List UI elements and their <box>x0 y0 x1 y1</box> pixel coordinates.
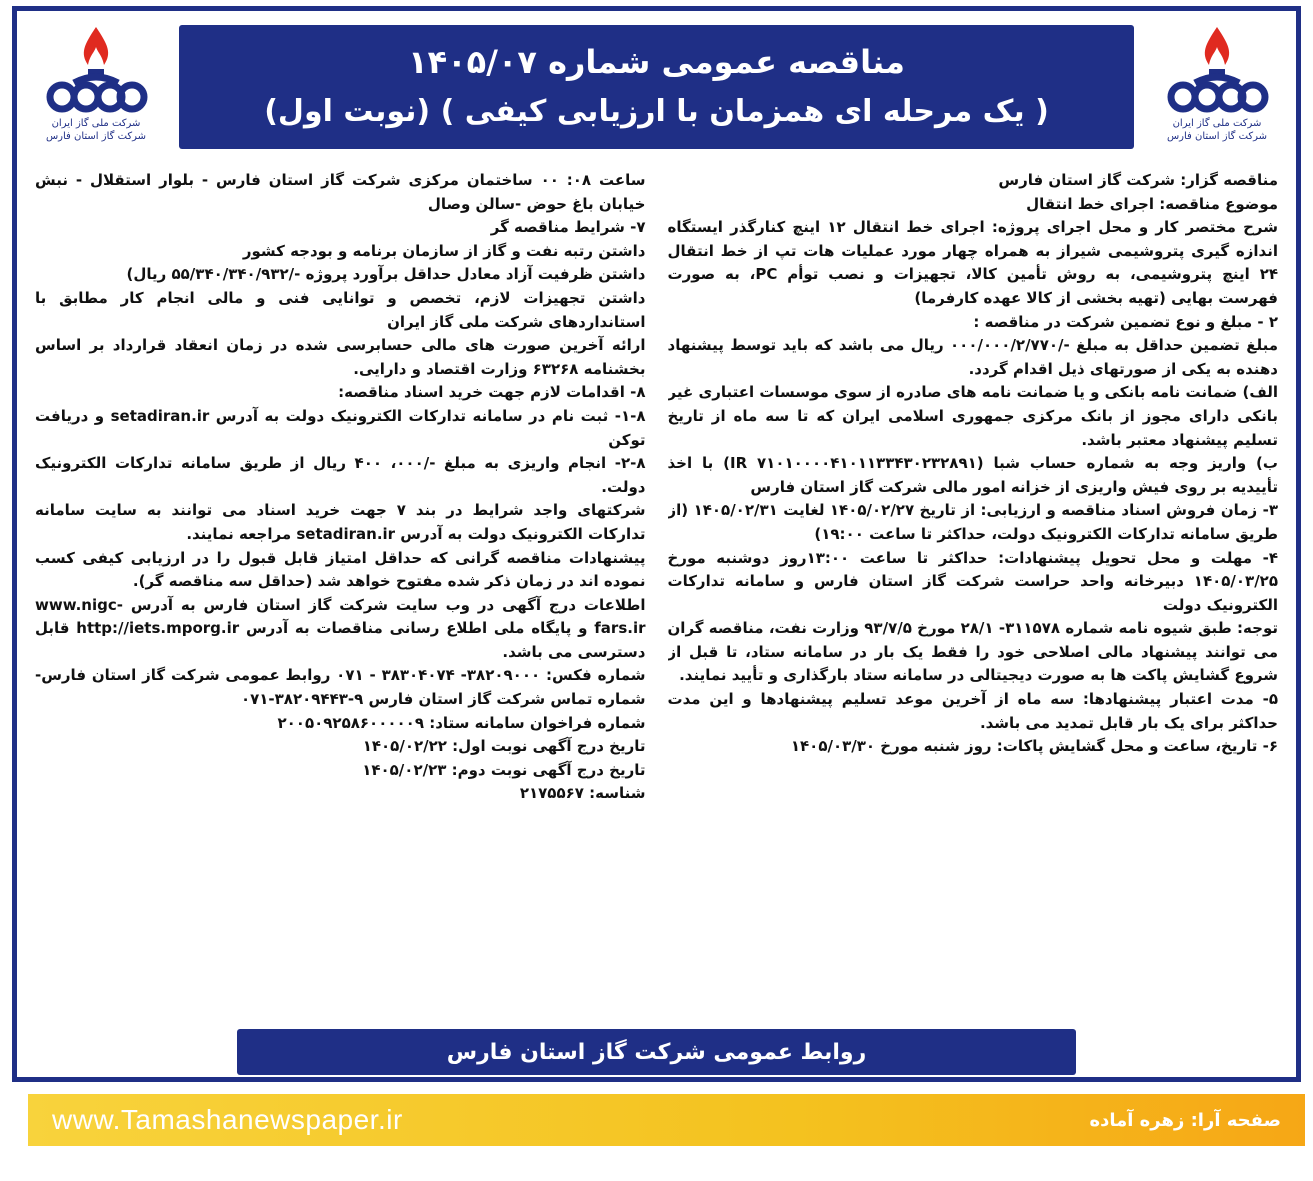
paragraph: تاریخ درج آگهی نوبت اول: ۱۴۰۵/۰۲/۲۲ <box>362 737 646 756</box>
gas-flame-icon <box>44 23 148 117</box>
logo-caption: شرکت ملی گاز ایران <box>51 118 141 129</box>
paragraph: شرح مختصر کار و محل اجرای پروژه: اجرای خط انتقال ۱۲ اینچ کنارگذر ایستگاه اندازه گیری پتروشیمی شیراز به همراه چهار مورد عملیات هات تپ از خط انتقال ۲۴ اینچ پتروشیمی، به روش تأمین کالا، تجهیزات و نصب توأم PC، به صورت فهرست بهایی (تهیه بخشی از کالا عهده کارفرما) <box>667 218 1278 307</box>
paragraph: ۱-۸- ثبت نام در سامانه تدارکات الکترونیک دولت به آدرس setadiran.ir و دریافت توکن <box>35 406 646 449</box>
paragraph: موضوع مناقصه: اجرای خط انتقال <box>1026 194 1278 213</box>
paragraph: ۷- شرایط مناقصه گر <box>490 218 646 237</box>
paragraph: مناقصه گزار: شرکت گاز استان فارس <box>998 171 1278 189</box>
right-column <box>668 169 1279 1019</box>
logo-caption: شرکت گاز استان فارس <box>1166 131 1268 142</box>
paragraph: ارائه آخرین صورت های مالی حسابرسی شده در زمان انعقاد قرارداد بر اساس بخشنامه ۶۳۲۶۸ وزارت اقتصاد و دارایی. <box>35 336 646 378</box>
ad-header <box>17 11 1296 163</box>
paragraph: ۲-۸- انجام واریزی به مبلغ -/۰۰۰، ۴۰۰ ریال از طریق سامانه تدارکات الکترونیک دولت. <box>35 454 646 496</box>
page-designer-credit: صفحه آرا: زهره آماده <box>1089 1109 1281 1131</box>
logo-caption: شرکت گاز استان فارس <box>45 131 147 142</box>
paragraph: اطلاعات درج آگهی در وب سایت شرکت گاز استان فارس به آدرس www.nigc-fars.ir و پایگاه ملی اطلاع رسانی مناقصات به آدرس http://iets.mporg.ir قابل دسترسی می باشد. <box>35 595 646 661</box>
left-column <box>35 169 646 1019</box>
nigc-logo-left <box>31 23 161 153</box>
paragraph: ۵- مدت اعتبار پیشنهادها: سه ماه از آخرین موعد تسلیم پیشنهادها و این مدت حداکثر برای یک بار قابل تمدید می باشد. <box>667 690 1278 732</box>
paragraph: ۳- زمان فروش اسناد مناقصه و ارزیابی: از تاریخ ۱۴۰۵/۰۲/۲۷ لغایت ۱۴۰۵/۰۲/۳۱ (از طریق سامانه تدارکات الکترونیک دولت، حداکثر تا ساعت ۱۹:۰۰) <box>667 501 1278 543</box>
paragraph: پیشنهادات مناقصه گرانی که حداقل امتیاز قابل قبول را در ارزیابی کیفی کسب نموده اند در زمان ذکر شده مفتوح خواهد شد (حداقل سه مناقصه گر). <box>35 548 646 591</box>
paragraph: داشتن ظرفیت آزاد معادل حداقل برآورد پروژه -/۵۵/۳۴۰/۳۴۰/۹۳۲ ریال) <box>126 265 646 284</box>
logo-caption: شرکت ملی گاز ایران <box>1172 118 1262 129</box>
gas-flame-icon <box>1165 23 1269 117</box>
paragraph: تاریخ درج آگهی نوبت دوم: ۱۴۰۵/۰۲/۲۳ <box>362 760 646 779</box>
paragraph: توجه: طبق شیوه نامه شماره ۳۱۱۵۷۸- ۲۸/۱ مورخ ۹۳/۷/۵ وزارت نفت، مناقصه گران می توانند پیشنهاد مالی اصلاحی خود را فقط یک بار در سامانه ستاد، تا قبل از شروع گشایش پاکت ها به صورت دیجیتالی در سامانه ستاد بارگذاری و تأیید نمایند. <box>667 619 1278 685</box>
body-columns <box>35 169 1278 1019</box>
paragraph: ساعت ۰۸: ۰۰ ساختمان مرکزی شرکت گاز استان فارس - بلوار استقلال - نبش خیابان باغ حوض -سالن وصال <box>35 171 646 213</box>
paragraph: الف) ضمانت نامه بانکی و یا ضمانت نامه های صادره از سوی موسسات اعتباری غیر بانکی دارای مجوز از بانک مرکزی جمهوری اسلامی ایران که تا سه ماه از تاریخ تسلیم پیشنهاد معتبر باشد. <box>667 383 1278 449</box>
newspaper-website-link[interactable]: www.Tamashanewspaper.ir <box>52 1104 403 1135</box>
paragraph: داشتن رتبه نفت و گاز از سازمان برنامه و بودجه کشور <box>242 241 646 260</box>
paragraph: ۲ - مبلغ و نوع تضمین شرکت در مناقصه : <box>973 312 1278 331</box>
ad-title: مناقصه عمومی شماره ۱۴۰۵/۰۷ <box>408 43 905 81</box>
title-box <box>179 25 1134 149</box>
paragraph: ۶- تاریخ، ساعت و محل گشایش پاکات: روز شنبه مورخ ۱۴۰۵/۰۳/۳۰ <box>790 737 1278 756</box>
paragraph: ۸- اقدامات لازم جهت خرید اسناد مناقصه: <box>338 383 646 402</box>
paragraph: شناسه: ۲۱۷۵۵۶۷ <box>519 784 646 803</box>
public-relations-band: روابط عمومی شرکت گاز استان فارس <box>237 1029 1076 1075</box>
ad-subtitle: ( یک مرحله ای همزمان با ارزیابی کیفی ) (نوبت اول) <box>264 94 1049 129</box>
paragraph: ب) واریز وجه به شماره حساب شبا (IR ۷۱۰۱۰۰۰۰۴۱۰۱۱۳۳۴۳۰۲۳۲۸۹۱) با اخذ تأییدیه بر روی فیش واریزی از خزانه امور مالی شرکت گاز استان فارس <box>667 454 1278 496</box>
paragraph: شماره فکس: ۳۸۲۰۹۰۰۰- ۳۸۳۰۴۰۷۴ - ۰۷۱ روابط عمومی شرکت گاز استان فارس- شماره تماس شرکت گاز استان فارس ۹-۳۸۲۰۹۴۴۳-۰۷۱ <box>35 666 646 709</box>
newspaper-footer-bar <box>28 1094 1305 1146</box>
paragraph: شماره فراخوان سامانه ستاد: ۲۰۰۵۰۹۲۵۸۶۰۰۰۰۰۹ <box>277 713 646 732</box>
paragraph: مبلغ تضمین حداقل به مبلغ -/۰۰۰/۰۰۰/۲/۷۷۰ ریال می باشد که باید توسط پیشنهاد دهنده به یکی از صورتهای ذیل اقدام گردد. <box>667 336 1278 378</box>
paragraph: داشتن تجهیزات لازم، تخصص و توانایی فنی و مالی انجام کار مطابق با استانداردهای شرکت ملی گاز ایران <box>35 288 646 331</box>
paragraph: شرکتهای واجد شرایط در بند ۷ جهت خرید اسناد می توانند به سایت سامانه تدارکات الکترونیک دولت به آدرس setadiran.ir مراجعه نمایند. <box>35 501 646 543</box>
nigc-logo-right <box>1152 23 1282 153</box>
paragraph: ۴- مهلت و محل تحویل پیشنهادات: حداکثر تا ساعت ۱۳:۰۰روز دوشنبه مورخ ۱۴۰۵/۰۳/۲۵ دبیرخانه واحد حراست شرکت گاز استان فارس و سامانه تدارکات الکترونیک دولت <box>667 548 1278 614</box>
tender-ad <box>12 6 1301 1082</box>
